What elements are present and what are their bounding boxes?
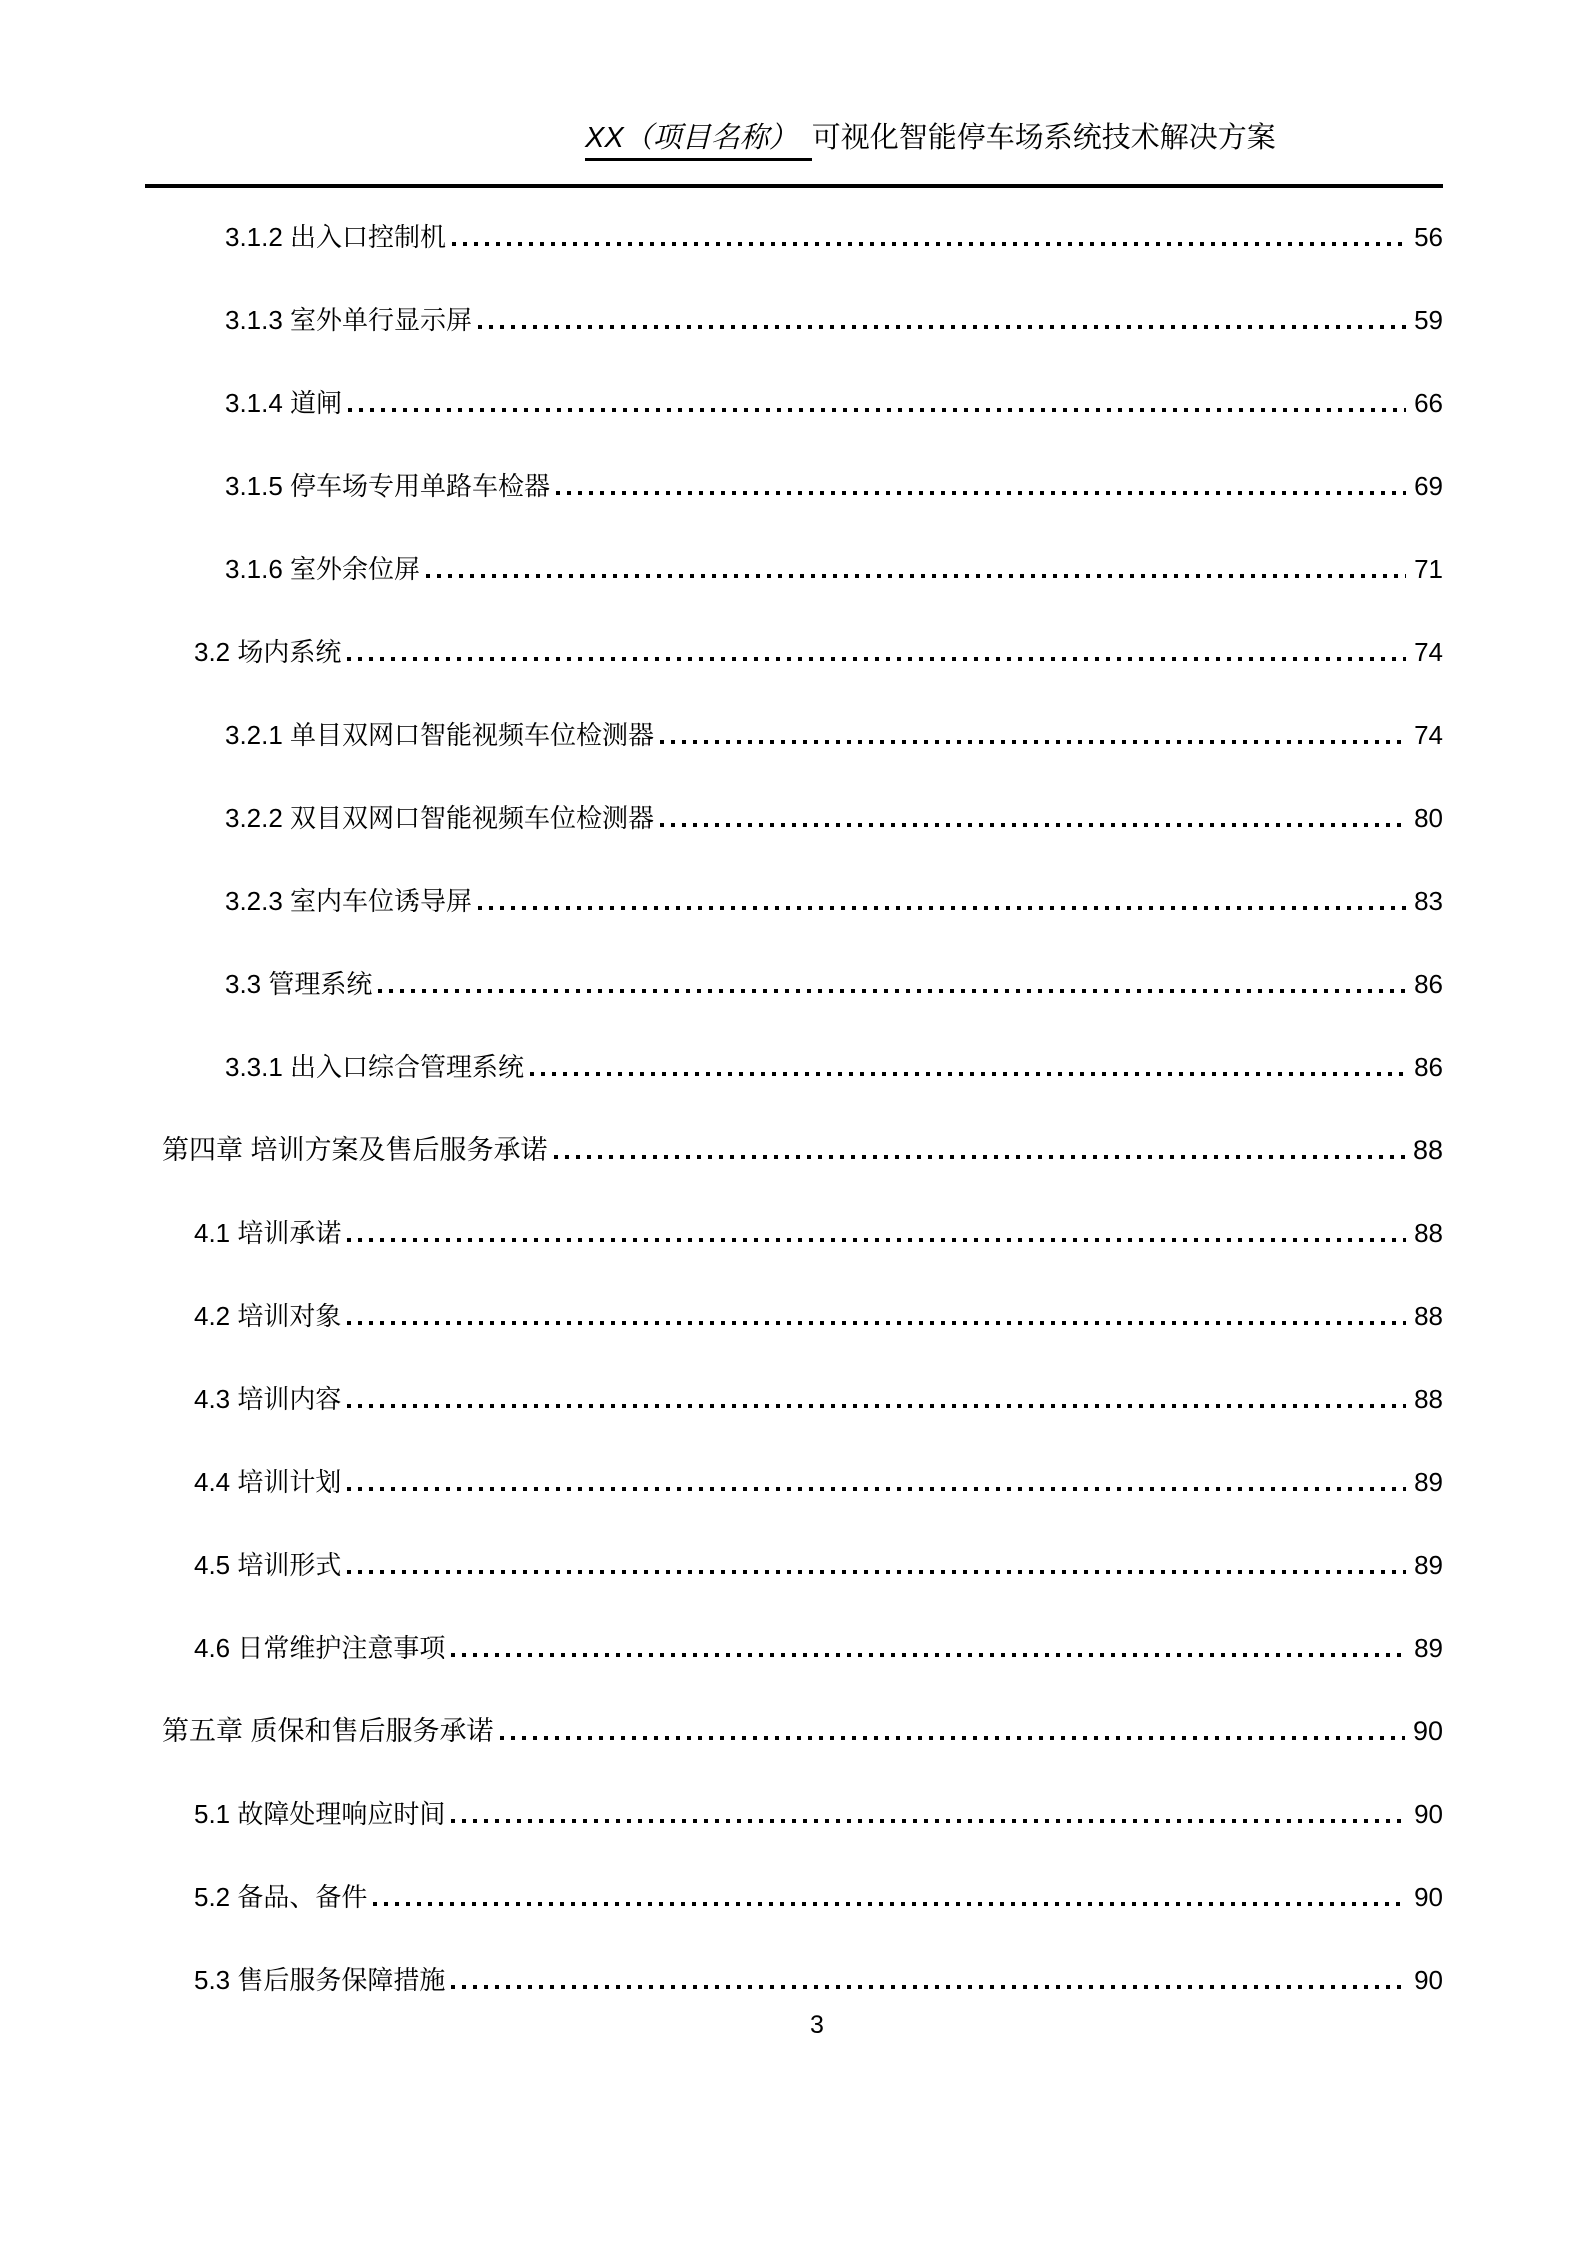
toc-dot-leader — [347, 657, 1406, 661]
toc-entry-label: 3.3 管理系统 — [225, 969, 373, 999]
toc-page-number: 59 — [1414, 305, 1443, 335]
toc-dot-leader — [530, 1072, 1406, 1076]
toc-dot-leader — [478, 906, 1406, 910]
toc-entry-label: 5.3 售后服务保障措施 — [194, 1965, 446, 1995]
toc-page-number: 90 — [1414, 1882, 1443, 1912]
toc-entry[interactable] — [145, 469, 1443, 503]
toc-entry[interactable] — [145, 1880, 1443, 1914]
toc-entry[interactable] — [145, 884, 1443, 918]
toc-dot-leader — [426, 574, 1406, 578]
toc-entry[interactable] — [145, 1133, 1443, 1167]
toc-entry[interactable] — [145, 1963, 1443, 1997]
toc-entry-label: 4.3 培训内容 — [194, 1384, 342, 1414]
toc-entry[interactable] — [145, 552, 1443, 586]
toc-entry[interactable] — [145, 801, 1443, 835]
toc-dot-leader — [556, 491, 1406, 495]
toc-page-number: 66 — [1414, 388, 1443, 418]
toc-entry[interactable] — [145, 220, 1443, 254]
toc-entry-label: 3.1.5 停车场专用单路车检器 — [225, 471, 551, 501]
toc-page-number: 90 — [1414, 1965, 1443, 1995]
toc-entry[interactable] — [145, 967, 1443, 1001]
toc-page-number: 86 — [1414, 969, 1443, 999]
toc-entry-label: 5.1 故障处理响应时间 — [194, 1799, 446, 1829]
toc-entry-label: 3.1.3 室外单行显示屏 — [225, 305, 473, 335]
toc-page-number: 80 — [1414, 803, 1443, 833]
toc-entry-label: 4.5 培训形式 — [194, 1550, 342, 1580]
toc-dot-leader — [452, 242, 1406, 246]
toc-entry-label: 4.1 培训承诺 — [194, 1218, 342, 1248]
toc-page-number: 88 — [1414, 1384, 1443, 1414]
toc-dot-leader — [451, 1985, 1406, 1989]
toc-page-number: 89 — [1414, 1633, 1443, 1663]
toc-page-number: 56 — [1414, 222, 1443, 252]
toc-entry[interactable] — [145, 718, 1443, 752]
toc-page-number: 90 — [1414, 1799, 1443, 1829]
toc-entry[interactable] — [145, 1299, 1443, 1333]
toc-dot-leader — [660, 823, 1406, 827]
toc-dot-leader — [373, 1902, 1406, 1906]
toc-dot-leader — [451, 1653, 1406, 1657]
toc-page-number: 69 — [1414, 471, 1443, 501]
toc-entry[interactable] — [145, 1050, 1443, 1084]
toc-entry[interactable] — [145, 1548, 1443, 1582]
toc-dot-leader — [347, 1321, 1406, 1325]
toc-entry-label: 3.2.1 单目双网口智能视频车位检测器 — [225, 720, 655, 750]
toc-page-number: 86 — [1414, 1052, 1443, 1082]
toc-entry-label: 4.6 日常维护注意事项 — [194, 1633, 446, 1663]
toc-entry-label: 3.1.6 室外余位屏 — [225, 554, 421, 584]
toc-page-number: 88 — [1412, 1135, 1443, 1165]
toc-dot-leader — [347, 1570, 1406, 1574]
table-of-contents — [145, 220, 1443, 2046]
toc-entry[interactable] — [145, 1382, 1443, 1416]
toc-entry-label: 3.1.4 道闸 — [225, 388, 343, 418]
toc-page-number: 74 — [1414, 637, 1443, 667]
toc-page-number: 83 — [1414, 886, 1443, 916]
toc-dot-leader — [451, 1819, 1406, 1823]
toc-page-number: 88 — [1414, 1218, 1443, 1248]
toc-entry-label: 3.3.1 出入口综合管理系统 — [225, 1052, 525, 1082]
toc-entry-label: 5.2 备品、备件 — [194, 1882, 368, 1912]
toc-dot-leader — [348, 408, 1406, 412]
header-project-name: XX（项目名称） — [585, 118, 812, 161]
toc-dot-leader — [378, 989, 1406, 993]
page-header — [585, 118, 1276, 161]
toc-dot-leader — [554, 1155, 1405, 1159]
toc-entry[interactable] — [145, 1216, 1443, 1250]
toc-page-number: 71 — [1414, 554, 1443, 584]
toc-page-number: 90 — [1412, 1716, 1443, 1746]
toc-entry-label: 4.2 培训对象 — [194, 1301, 342, 1331]
toc-entry[interactable] — [145, 635, 1443, 669]
toc-entry-label: 第四章 培训方案及售后服务承诺 — [162, 1135, 548, 1165]
toc-page-number: 74 — [1414, 720, 1443, 750]
header-title: 可视化智能停车场系统技术解决方案 — [811, 122, 1276, 154]
toc-dot-leader — [500, 1736, 1405, 1740]
toc-page-number: 88 — [1414, 1301, 1443, 1331]
toc-dot-leader — [347, 1238, 1406, 1242]
toc-dot-leader — [660, 740, 1406, 744]
toc-page-number: 89 — [1414, 1550, 1443, 1580]
toc-entry-label: 3.1.2 出入口控制机 — [225, 222, 447, 252]
toc-entry-label: 3.2.3 室内车位诱导屏 — [225, 886, 473, 916]
toc-entry[interactable] — [145, 1714, 1443, 1748]
toc-entry[interactable] — [145, 1797, 1443, 1831]
toc-entry[interactable] — [145, 1631, 1443, 1665]
toc-entry[interactable] — [145, 386, 1443, 420]
toc-entry-label: 3.2 场内系统 — [194, 637, 342, 667]
toc-dot-leader — [478, 325, 1406, 329]
toc-dot-leader — [347, 1487, 1406, 1491]
toc-entry-label: 3.2.2 双目双网口智能视频车位检测器 — [225, 803, 655, 833]
toc-entry[interactable] — [145, 303, 1443, 337]
toc-entry[interactable] — [145, 1465, 1443, 1499]
footer-page-number: 3 — [810, 2011, 824, 2039]
toc-entry-label: 4.4 培训计划 — [194, 1467, 342, 1497]
toc-entry-label: 第五章 质保和售后服务承诺 — [162, 1716, 494, 1746]
toc-page-number: 89 — [1414, 1467, 1443, 1497]
toc-dot-leader — [347, 1404, 1406, 1408]
header-rule — [145, 184, 1443, 188]
